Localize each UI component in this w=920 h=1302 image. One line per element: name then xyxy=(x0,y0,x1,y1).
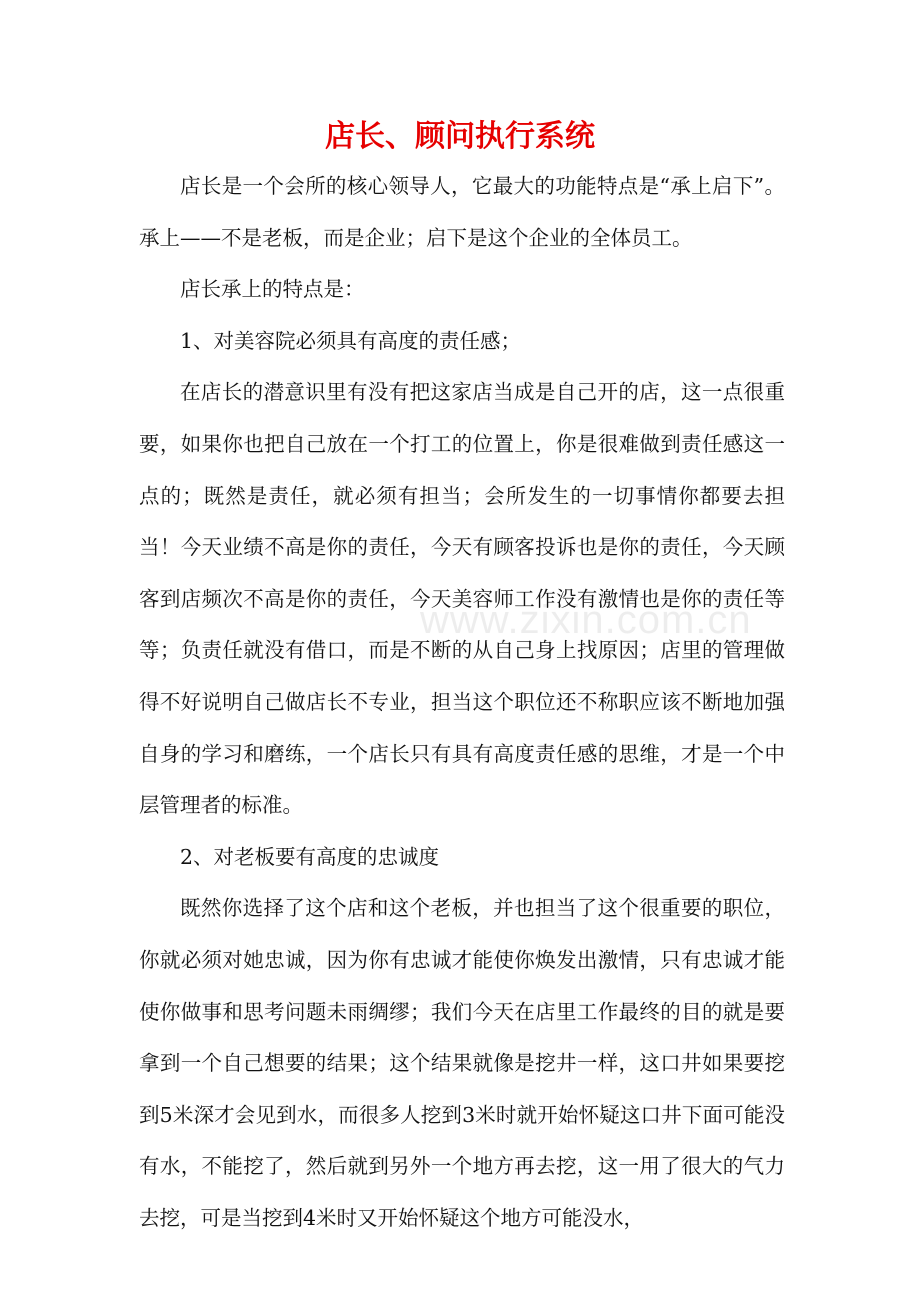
paragraph-point-1: 1、对美容院必须具有高度的责任感； xyxy=(180,328,522,353)
paragraph-loyalty: 既然你选择了这个店和这个老板，并也担当了这个很重要的职位，你就必须对她忠诚，因为你有忠诚才能使你焕发出激情，只有忠诚才能使你做事和思考问题未雨绸缪；我们今天在店里工作最终的目的就是要拿到一个自己想要的结果；这个结果就像是挖井一样，这口井如果要挖到5米深才会见到水，而很多人挖到3米时就开始怀疑这口井下面可能没有水，不能挖了，然后就到另外一个地方再去挖，这一用了很大的气力去挖，可是当挖到4米时又开始怀疑这个地方可能没水， xyxy=(139,896,785,1230)
paragraph-heading-traits: 店长承上的特点是： xyxy=(180,277,365,302)
document-body xyxy=(139,161,785,1244)
paragraph-point-2: 2、对老板要有高度的忠诚度 xyxy=(180,844,440,869)
document-title: 店长、顾问执行系统 xyxy=(325,119,595,154)
watermark: www.zixin.com.cn xyxy=(420,598,752,642)
paragraph-responsibility: 在店长的潜意识里有没有把这家店当成是自己开的店，这一点很重要，如果你也把自己放在一个打工的位置上，你是很难做到责任感这一点的；既然是责任，就必须有担当；会所发生的一切事情你都要去担当！今天业绩不高是你的责任，今天有顾客投诉也是你的责任，今天顾客到店频次不高是你的责任，今天美容师工作没有激情也是你的责任等等；负责任就没有借口，而是不断的从自己身上找原因；店里的管理做得不好说明自己做店长不专业，担当这个职位还不称职应该不断地加强自身的学习和磨练，一个店长只有具有高度责任感的思维，才是一个中层管理者的标准。 xyxy=(139,380,785,818)
paragraph-intro: 店长是一个会所的核心领导人，它最大的功能特点是“承上启下”。承上——不是老板，而是企业；启下是这个企业的全体员工。 xyxy=(139,174,785,250)
